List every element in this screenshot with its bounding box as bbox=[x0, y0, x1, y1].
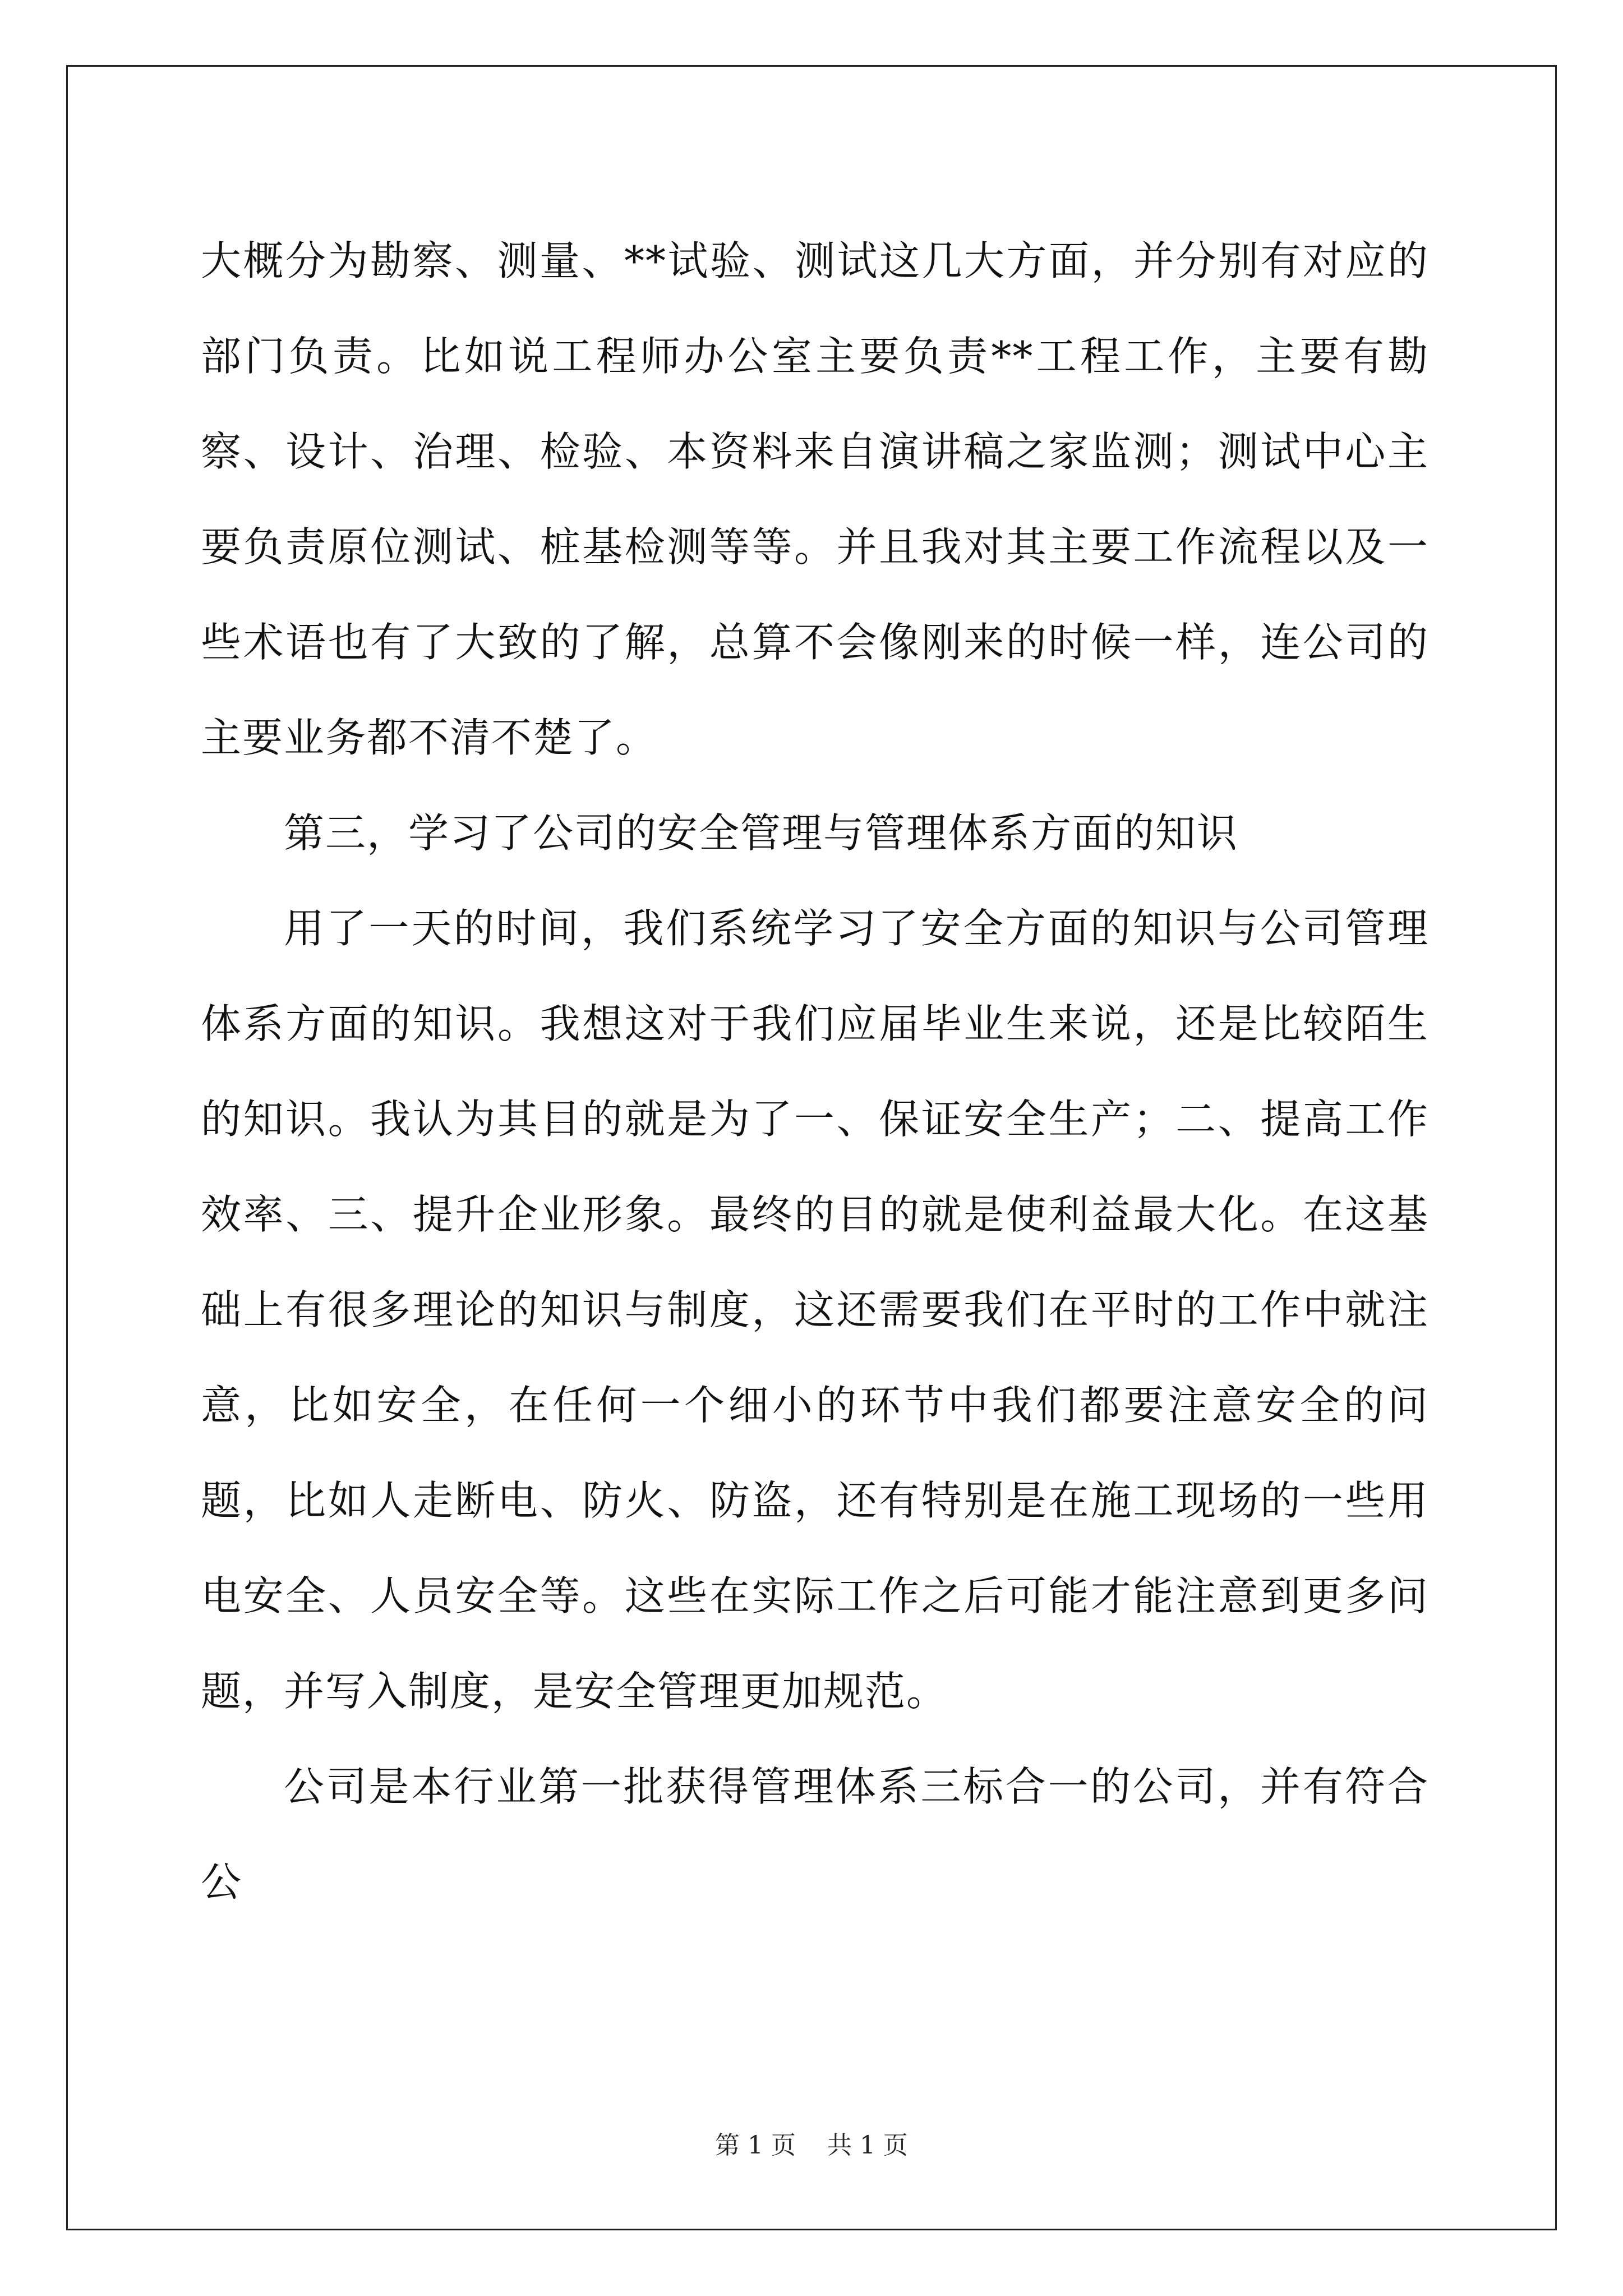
paragraph-2: 用了一天的时间，我们系统学习了安全方面的知识与公司管理体系方面的知识。我想这对于我们应届毕业生来说，还是比较陌生的知识。我认为其目的就是为了一、保证安全生产；二、提高工作效率、三、提升企业形象。最终的目的就是使利益最大化。在这基础上有很多理论的知识与制度，这还需要我们在平时的工作中就注意，比如安全，在任何一个细小的环节中我们都要注意安全的问题，比如人走断电、防火、防盗，还有特别是在施工现场的一些用电安全、人员安全等。这些在实际工作之后可能才能注意到更多问题，并写入制度，是安全管理更加规范。 bbox=[201, 905, 1429, 1715]
paragraph-3: 公司是本行业第一批获得管理体系三标合一的公司，并有符合公 bbox=[201, 1763, 1429, 1906]
paragraph-1: 大概分为勘察、测量、**试验、测试这几大方面，并分别有对应的部门负责。比如说工程师办公室主要负责**工程工作，主要有勘察、设计、治理、检验、本资料来自演讲稿之家监测；测试中心主要负责原位测试、桩基检测等等。并且我对其主要工作流程以及一些术语也有了大致的了解，总算不会像刚来的时候一样，连公司的主要业务都不清不楚了。 bbox=[201, 237, 1429, 761]
page-footer: 第 1 页 共 1 页 bbox=[715, 2131, 908, 2160]
document-body bbox=[201, 213, 1429, 1930]
section-heading-third: 第三，学习了公司的安全管理与管理体系方面的知识 bbox=[284, 809, 1239, 857]
